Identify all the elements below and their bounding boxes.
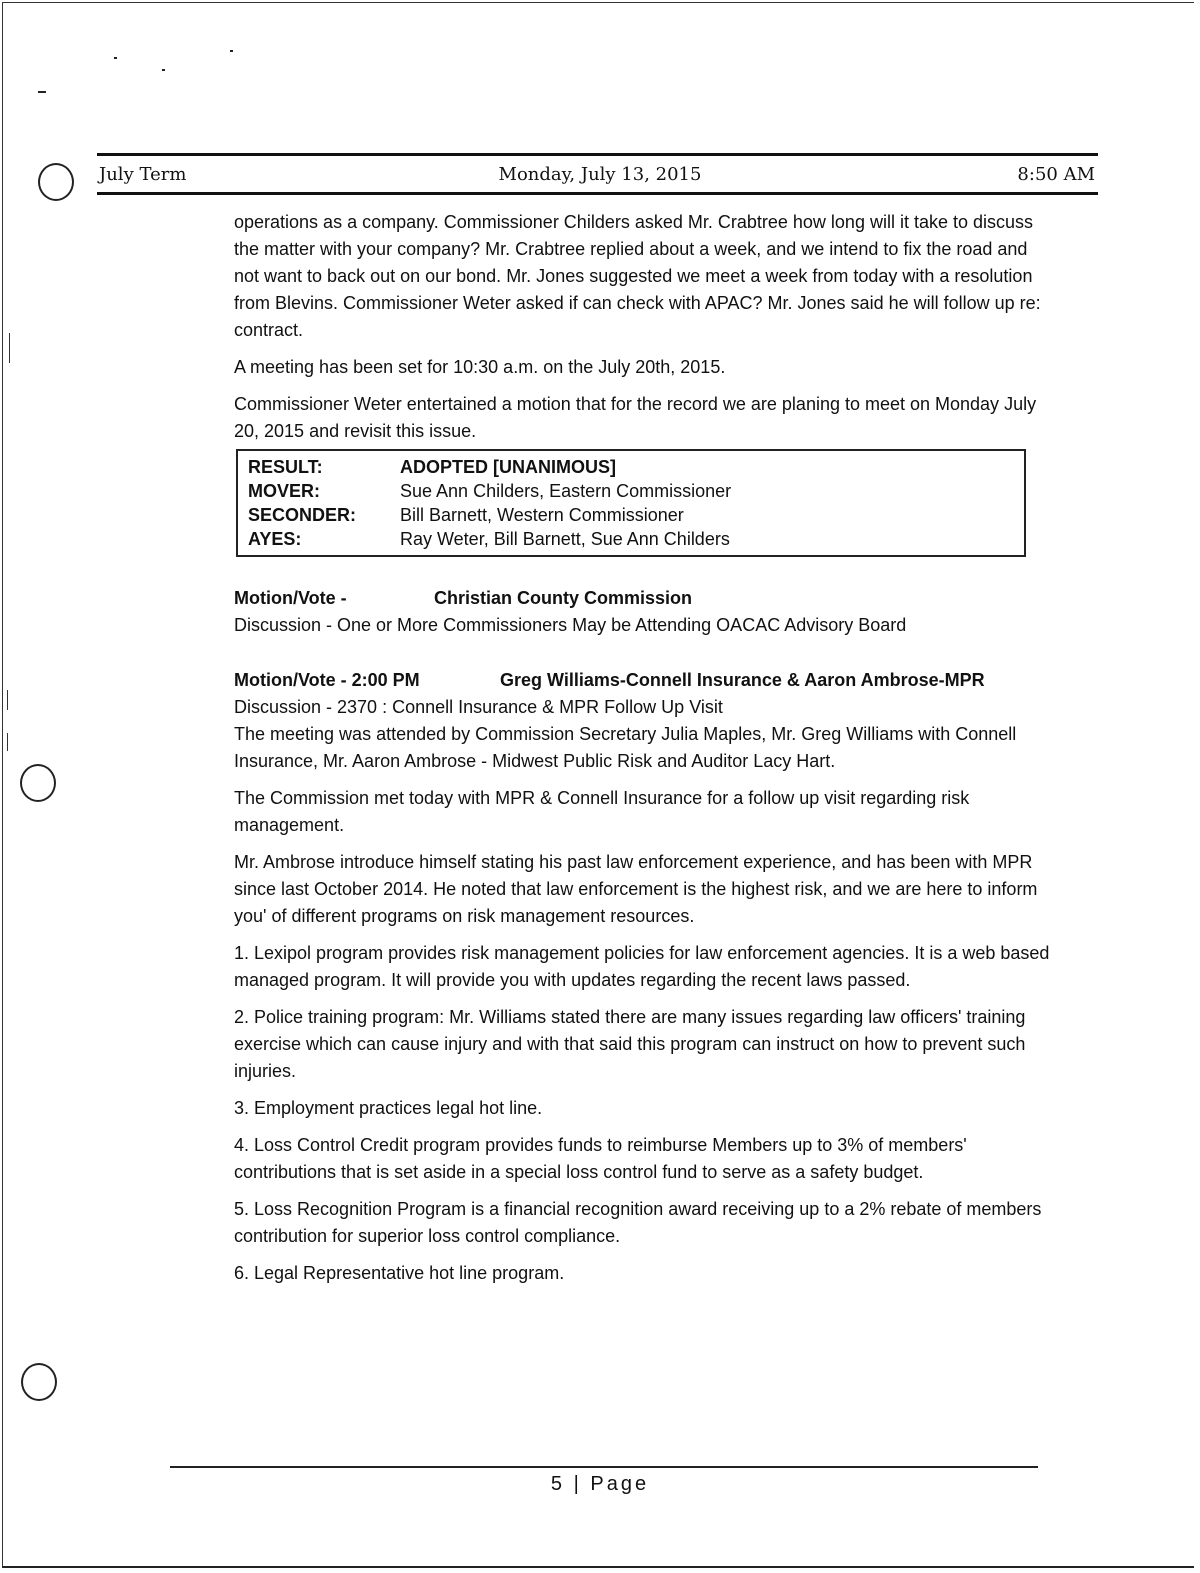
seconder-value: Bill Barnett, Western Commissioner (400, 505, 684, 525)
scan-margin-mark (7, 690, 8, 710)
header-date: Monday, July 13, 2015 (498, 164, 702, 185)
paragraph: Mr. Ambrose introduce himself stating his past law enforcement experience, and has been with MPR since last October 2014. He noted that law enforcement is the highest risk, and we are here to inform you' of different programs on risk management resources. (234, 852, 1038, 926)
result-value: ADOPTED [UNANIMOUS] (400, 457, 616, 477)
paragraph: The Commission met today with MPR & Connell Insurance for a follow up visit regarding risk management. (234, 788, 970, 835)
header-rule-top (97, 153, 1098, 156)
scan-margin-mark (9, 333, 10, 363)
punch-hole-middle (20, 764, 56, 802)
paragraph: A meeting has been set for 10:30 a.m. on the July 20th, 2015. (234, 357, 726, 377)
list-item: 2. Police training program: Mr. Williams stated there are many issues regarding law officers' training exercise which can cause injury and with that said this program can instruct on how to prevent such injuries. (234, 1007, 1026, 1081)
motion-heading (234, 585, 1054, 612)
header-term: July Term (99, 164, 187, 185)
list-item: 6. Legal Representative hot line program. (234, 1263, 565, 1283)
motion-label: Motion/Vote - (234, 588, 347, 608)
ayes-value: Ray Weter, Bill Barnett, Sue Ann Childers (400, 529, 730, 549)
paragraph: operations as a company. Commissioner Childers asked Mr. Crabtree how long will it take to discuss the matter with your company? Mr. Crabtree replied about a week, and we intend to fix the road and not want to back out on our bond. Mr. Jones suggested we meet a week from today with a resolution from Blevins. Commissioner Weter asked if can check with APAC? Mr. Jones said he will follow up re: contract. (234, 212, 1041, 340)
header-rule-bottom (97, 192, 1098, 195)
punch-hole-bottom (21, 1363, 57, 1401)
scan-speck (114, 57, 117, 59)
motion-heading (234, 667, 1054, 694)
scan-speck (38, 91, 46, 93)
vote-row-result (248, 455, 1014, 479)
list-item: 3. Employment practices legal hot line. (234, 1098, 543, 1118)
document-body (234, 209, 1054, 1297)
result-label: RESULT: (248, 457, 323, 477)
motion-discussion: Discussion - 2370 : Connell Insurance & MPR Follow Up Visit (234, 697, 723, 717)
scan-speck (230, 50, 233, 52)
vote-row-ayes (248, 527, 1014, 551)
seconder-label: SECONDER: (248, 505, 357, 525)
vote-row-seconder (248, 503, 1014, 527)
footer-rule (170, 1466, 1038, 1468)
motion-discussion: Discussion - One or More Commissioners May be Attending OACAC Advisory Board (234, 615, 907, 635)
mover-value: Sue Ann Childers, Eastern Commissioner (400, 481, 732, 501)
paragraph: Commissioner Weter entertained a motion that for the record we are planing to meet on Monday July 20, 2015 and revisit this issue. (234, 394, 1037, 441)
scan-speck (162, 69, 165, 71)
motion-title: Greg Williams-Connell Insurance & Aaron Ambrose-MPR (500, 670, 985, 690)
list-item: 4. Loss Control Credit program provides funds to reimburse Members up to 3% of members' contributions that is set aside in a special loss control fund to serve as a safety budget. (234, 1135, 967, 1182)
vote-row-mover (248, 479, 1014, 503)
motion-title: Christian County Commission (434, 588, 693, 608)
list-item: 1. Lexipol program provides risk management policies for law enforcement agencies. It is a web based managed program. It will provide you with updates regarding the recent laws passed. (234, 943, 1050, 990)
motion-label: Motion/Vote - 2:00 PM (234, 670, 420, 690)
ayes-label: AYES: (248, 529, 302, 549)
mover-label: MOVER: (248, 481, 320, 501)
attendance-paragraph: The meeting was attended by Commission Secretary Julia Maples, Mr. Greg Williams with Connell Insurance, Mr. Aaron Ambrose - Midwest Public Risk and Auditor Lacy Hart. (234, 724, 1017, 771)
vote-result-box (236, 449, 1026, 557)
page-number: 5 | Page (550, 1473, 650, 1495)
scan-margin-mark (7, 733, 8, 751)
header-time: 8:50 AM (1017, 164, 1095, 185)
list-item: 5. Loss Recognition Program is a financial recognition award receiving up to a 2% rebate of members contribution for superior loss control compliance. (234, 1199, 1042, 1246)
